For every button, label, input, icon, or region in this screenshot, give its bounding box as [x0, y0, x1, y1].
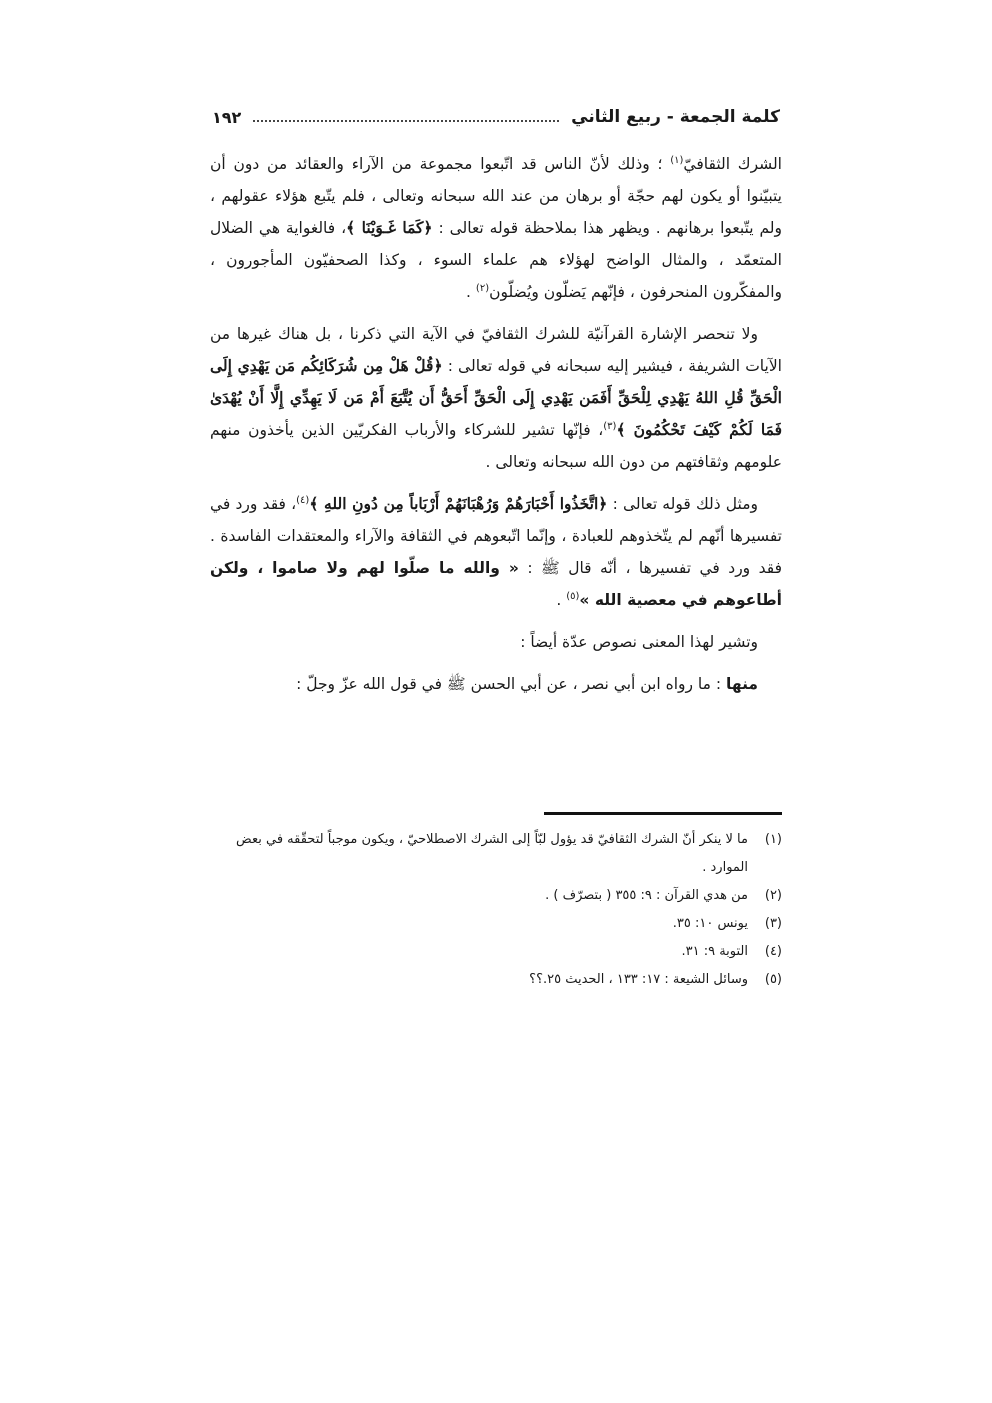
footnote-text: التوبة ٩: ٣١. — [681, 944, 748, 959]
running-title: كلمة الجمعة - ربيع الثاني — [571, 107, 780, 127]
footnote-number: (٥) — [764, 972, 782, 987]
paragraph-1: الشرك الثقافيّ$^{(١)}$ ؛ وذلك لأنّ الناس قد اتّبعوا مجموعة من الآراء والعقائد من دون أن يتبيّنوا أو يكون لهم حجّة أو برهان من عند الله سبحانه وتعالى ، فلم يتّبع هؤلاء عقولهم ، ولم يتّبعوا برهانهم . ويظهر هذا بملاحظة قوله تعالى : ﴿كَمَا غَـوَيْنَا ﴾، فالغواية هي الضلال المتعمّد ، والمثال الواضح لهؤلاء هم علماء السوء ، وكذا الصحفيّون المأجورون ، والمفكّرون المنحرفون ، فإنّهم يَضلّون ويُضلّون$^{(٢)}$ . — [210, 154, 782, 301]
page-header — [212, 100, 780, 134]
footnote-5 — [210, 966, 782, 994]
footnote-3 — [210, 910, 782, 938]
footnote-text: من هدي القرآن : ٩: ٣٥٥ ( بتصرّف ) . — [545, 888, 748, 903]
paragraph-2: ولا تنحصر الإشارة القرآنيّة للشرك الثقافيّ في الآية التي ذكرنا ، بل هناك غيرها من الآيات الشريفة ، فيشير إليه سبحانه في قوله تعالى : ﴿قُلْ هَلْ مِن شُرَكَائِكُم مَن يَهْدِي إِلَى الْحَقِّ قُلِ اللهُ يَهْدِي لِلْحَقِّ أَفَمَن يَهْدِي إِلَى الْحَقِّ أَحَقُّ أَن يُتَّبَعَ أَمْ مَن لَا يَهِدِّي إِلَّا أَنْ يُهْدَىٰ فَمَا لَكُمْ كَيْفَ تَحْكُمُونَ ﴾$^{(٣)}$، فإنّها تشير للشركاء والأرباب الفكريّين الذين يأخذون منهم علومهم وثقافتهم من دون الله سبحانه وتعالى . — [210, 325, 782, 471]
footnote-text: ما لا ينكر أنّ الشرك الثقافيّ قد يؤول لبّاً إلى الشرك الاصطلاحيّ ، ويكون موجباً لتحقّقه في بعض الموارد . — [236, 832, 748, 875]
hadith-quote: « والله ما صلّوا لهم ولا صاموا ، ولكن أطاعوهم في معصية الله » — [210, 559, 782, 609]
footnote-ref-1[interactable]: (١) — [670, 154, 684, 166]
footnote-number: (٤) — [764, 944, 782, 959]
lead-word: منها — [726, 675, 758, 693]
quran-verse: ﴿كَمَا غَـوَيْنَا ﴾ — [346, 218, 433, 237]
footnote-number: (١) — [764, 832, 782, 847]
footnote-divider — [544, 812, 782, 815]
footnote-1 — [210, 826, 782, 882]
quran-verse: ﴿اتَّخَذُوا أَحْبَارَهُمْ وَرُهْبَانَهُمْ أَرْبَاباً مِن دُونِ اللهِ ﴾ — [309, 494, 608, 513]
footnote-number: (٣) — [764, 916, 782, 931]
footnote-text: يونس ١٠: ٣٥. — [672, 916, 748, 931]
footnote-ref-3[interactable]: (٣) — [603, 420, 617, 432]
paragraph-3: ومثل ذلك قوله تعالى : ﴿اتَّخَذُوا أَحْبَارَهُمْ وَرُهْبَانَهُمْ أَرْبَاباً مِن دُونِ اللهِ ﴾$^{(٤)}$، فقد ورد في تفسيرها أنّهم لم يتّخذوهم للعبادة ، وإنّما اتّبعوهم في الثقافة والآراء والمعتقدات الفاسدة . فقد ورد في تفسيرها ، أنّه قال ﷺ : « والله ما صلّوا لهم ولا صاموا ، ولكن أطاعوهم في معصية الله »$^{(٥)}$ . — [210, 494, 783, 609]
page-number: ١٩٢ — [212, 107, 242, 127]
footnote-ref-5[interactable]: (٥) — [566, 590, 580, 602]
dotted-leader — [253, 120, 559, 122]
paragraph-4: وتشير لهذا المعنى نصوص عدّة أيضاً : — [520, 633, 758, 651]
footnote-number: (٢) — [764, 888, 782, 903]
main-text — [210, 148, 782, 710]
paragraph-5: منها : ما رواه ابن أبي نصر ، عن أبي الحسن ﷺ في قول الله عزّ وجلّ : — [296, 675, 758, 693]
footnote-text: وسائل الشيعة : ١٧: ١٣٣ ، الحديث ٢٥.؟؟ — [529, 972, 748, 987]
quran-verse: ﴿قُلْ هَلْ مِن شُرَكَائِكُم مَن يَهْدِي إِلَى الْحَقِّ قُلِ اللهُ يَهْدِي لِلْحَقِّ أَفَمَن يَهْدِي إِلَى الْحَقِّ أَحَقُّ أَن يُتَّبَعَ أَمْ مَن لَا يَهِدِّي إِلَّا أَنْ يُهْدَىٰ فَمَا لَكُمْ كَيْفَ تَحْكُمُونَ ﴾ — [210, 356, 782, 439]
footnote-2 — [210, 882, 782, 910]
footnote-ref-4[interactable]: (٤) — [296, 494, 310, 506]
footnotes — [210, 826, 782, 994]
footnote-ref-2[interactable]: (٢) — [475, 282, 490, 294]
footnote-4 — [210, 938, 782, 966]
